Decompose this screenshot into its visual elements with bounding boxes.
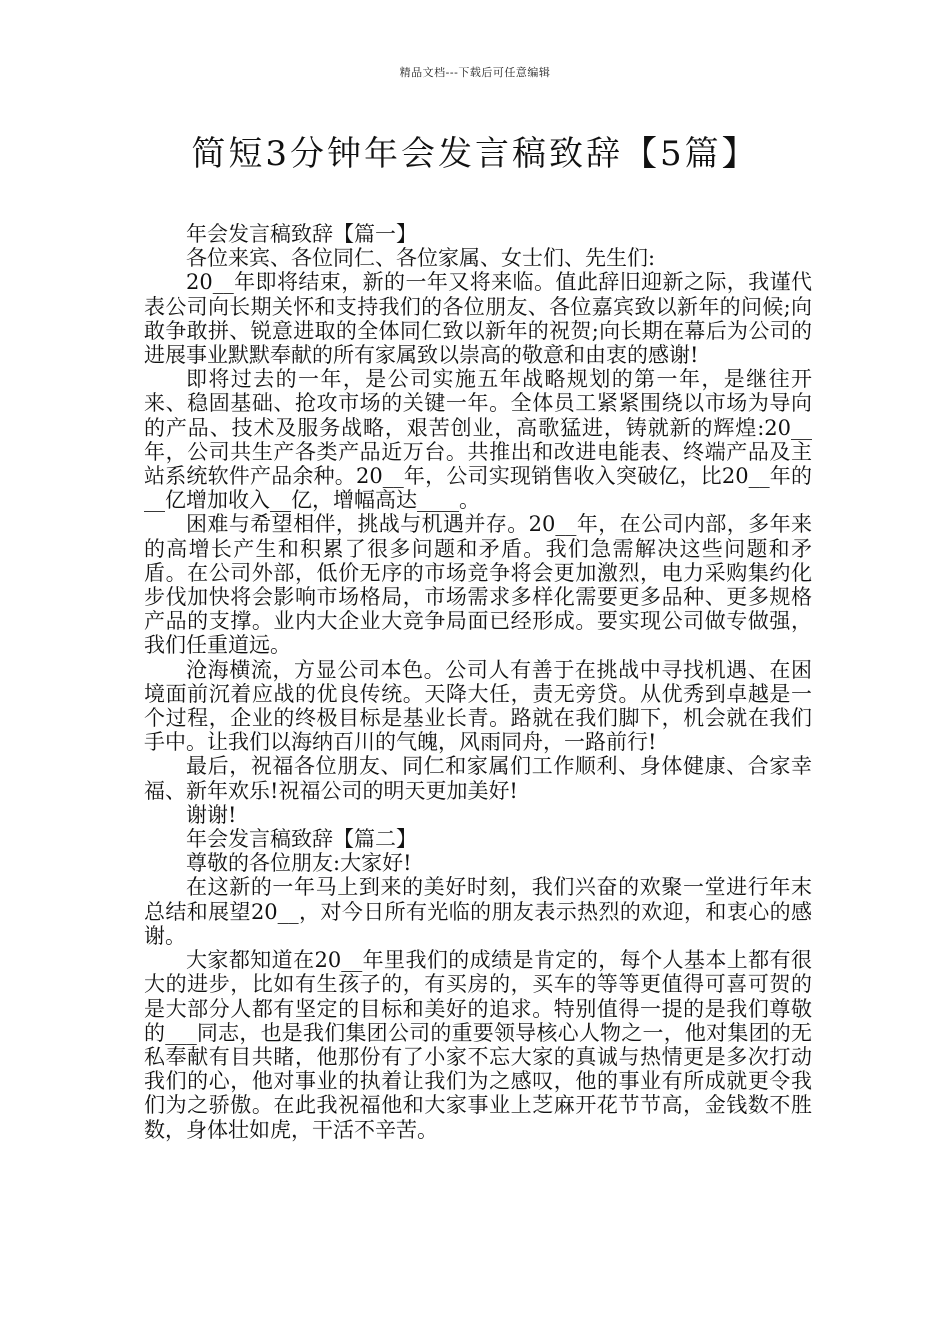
paragraph: 沧海横流，方显公司本色。公司人有善于在挑战中寻找机遇、在困境面前沉着应战的优良传统。天降大任，责无旁贷。从优秀到卓越是一个过程，企业的终极目标是基业长青。路就在我们脚下，机会就在我们手中。让我们以海纳百川的气魄，风雨同舟，一路前行! (144, 657, 812, 755)
paragraph: 大家都知道在20__年里我们的成绩是肯定的，每个人基本上都有很大的进步，比如有生孩子的，有买房的，买车的等等更值得可喜可贺的是大部分人都有坚定的目标和美好的追求。特别值得一提的是我们尊敬的___同志，也是我们集团公司的重要领导核心人物之一，他对集团的无私奉献有目共睹，他那份有了小家不忘大家的真诚与热情更是多次打动我们的心，他对事业的执着让我们为之感叹，他的事业有所成就更令我们为之骄傲。在此我祝福他和大家事业上芝麻开花节节高，金钱数不胜数，身体壮如虎，干活不辛苦。 (144, 948, 812, 1142)
closing: 谢谢! (186, 802, 237, 827)
salutation: 尊敬的各位朋友:大家好! (186, 851, 412, 876)
paragraph: 20__年即将结束，新的一年又将来临。值此辞旧迎新之际，我谨代表公司向长期关怀和支持我们的各位朋友、各位嘉宾致以新年的问候;向敢争敢拼、锐意进取的全体同仁致以新年的祝贺;向长期在幕后为公司的进展事业默默奉献的所有家属致以崇高的敬意和由衷的感谢! (144, 270, 812, 368)
section-heading-1: 年会发言稿致辞【篇一】 (186, 222, 417, 246)
section-heading-2: 年会发言稿致辞【篇二】 (186, 827, 417, 852)
paragraph: 即将过去的一年，是公司实施五年战略规划的第一年，是继往开来、稳固基础、抢攻市场的关键一年。全体员工紧紧围绕以市场为导向的产品、技术及服务战略，艰苦创业，高歌猛进，铸就新的辉煌:20__年，公司共生产各类产品近万台。共推出和改进电能表、终端产品及主站系统软件产品余种。20__年，公司实现销售收入突破亿，比20__年的__亿增加收入__亿，增幅高达____。 (144, 367, 812, 513)
document-body (144, 222, 812, 1142)
paragraph: 最后，祝福各位朋友、同仁和家属们工作顺利、身体健康、合家幸福、新年欢乐!祝福公司的明天更加美好! (144, 754, 812, 803)
document-title: 简短3分钟年会发言稿致辞【5篇】 (191, 134, 759, 174)
header-note: 精品文档---下载后可任意编辑 (399, 66, 551, 79)
salutation: 各位来宾、各位同仁、各位家属、女士们、先生们: (186, 246, 656, 271)
paragraph: 在这新的一年马上到来的美好时刻，我们兴奋的欢聚一堂进行年末总结和展望20__，对今日所有光临的朋友表示热烈的欢迎，和衷心的感谢。 (144, 875, 812, 948)
paragraph: 困难与希望相伴，挑战与机遇并存。20__年，在公司内部，多年来的高增长产生和积累了很多问题和矛盾。我们急需解决这些问题和矛盾。在公司外部，低价无序的市场竞争将会更加激烈，电力采购集约化步伐加快将会影响市场格局，市场需求多样化需要更多品种、更多规格产品的支撑。业内大企业大竞争局面已经形成。要实现公司做专做强，我们任重道远。 (144, 512, 812, 658)
